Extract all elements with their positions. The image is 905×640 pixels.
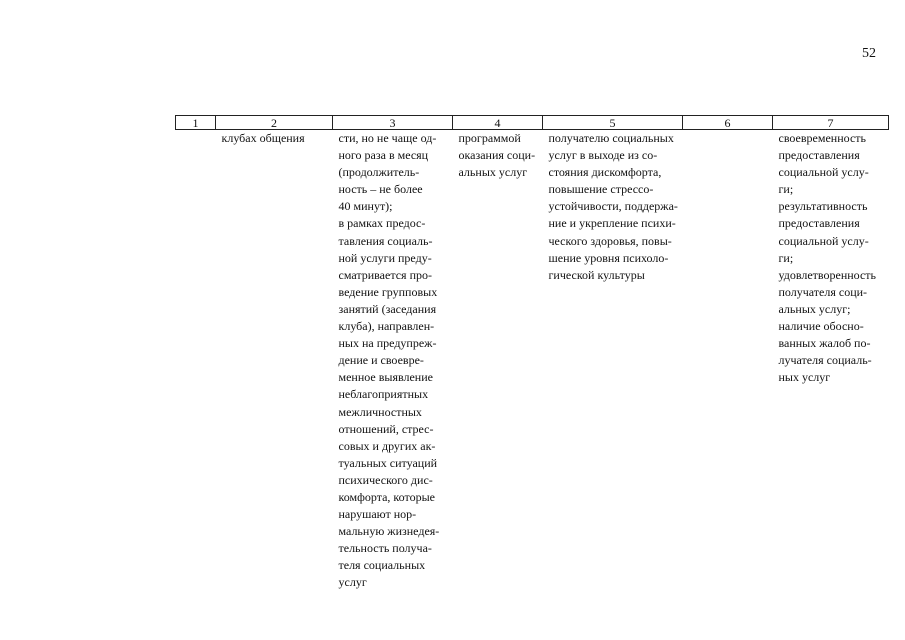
cell-service-term: программой оказания соци- альных услуг [458, 131, 536, 180]
cell-col1 [176, 130, 216, 592]
cell-col6 [683, 130, 773, 592]
column-number-1: 1 [176, 116, 216, 130]
table-header-row [176, 116, 889, 130]
column-number-7: 7 [773, 116, 889, 130]
column-number-3: 3 [333, 116, 453, 130]
cell-quality-indicators: своевременность предоставления социальной услу- ги; результативность предоставления социальной услу- ги; удовлетворенность получателя соци- альных услуг; наличие обосно- ванных жалоб по- лучателя социаль- ных услуг [778, 131, 877, 385]
column-number-6: 6 [683, 116, 773, 130]
cell-service-name: клубах общения [221, 131, 305, 145]
column-number-5: 5 [543, 116, 683, 130]
services-table [175, 115, 889, 592]
column-number-4: 4 [453, 116, 543, 130]
column-number-2: 2 [216, 116, 333, 130]
cell-service-standard: получателю социальных услуг в выходе из со- стояния дискомфорта, повышение стрессо- устойчивости, поддержа- ние и укрепление психи- ческого здоровья, повы- шение уровня психоло- гической культуры [548, 131, 678, 282]
page-number: 52 [862, 46, 876, 61]
table-row [176, 130, 889, 592]
cell-service-description: сти, но не чаще од- ного раза в месяц (продолжитель- ность – не более 40 минут); в рамках предос- тавления социаль- ной услуги преду- сматривается про- ведение групповых занятий (заседания клуба), направлен- ных на предупреж- дение и своевре- менное выявление неблагоприятных межличностных отношений, стрес- совых и других ак- туальных ситуаций психического дис- комфорта, которые нарушают нор- мальную жизнедея- тельность получа- теля социальных услуг [338, 131, 440, 590]
